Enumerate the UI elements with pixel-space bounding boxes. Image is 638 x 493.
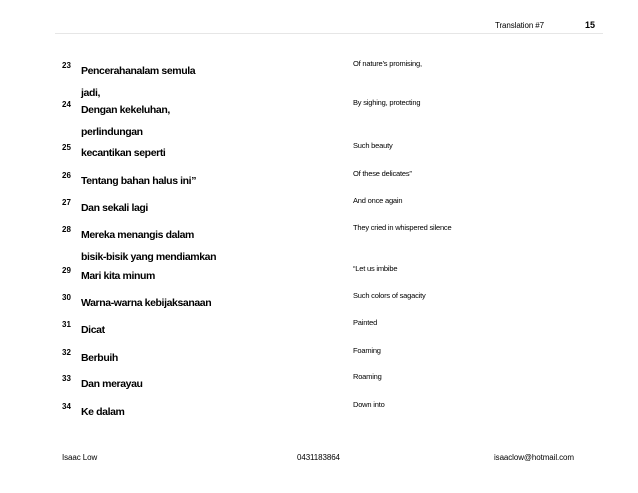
- source-line: Mari kita minum: [81, 270, 155, 282]
- translation-text: “Let us imbibe: [353, 264, 398, 273]
- translation-text: Such beauty: [353, 141, 393, 150]
- line-number: 27: [62, 198, 71, 207]
- source-text: [81, 265, 281, 287]
- source-text: [81, 197, 281, 219]
- source-text: [81, 224, 281, 268]
- translation-text: Of nature’s promising,: [353, 59, 422, 68]
- source-line: Dicat: [81, 324, 105, 336]
- line-number: 29: [62, 266, 71, 275]
- source-line: bisik-bisik yang mendiamkan: [81, 251, 217, 263]
- translation-text: Down into: [353, 400, 385, 409]
- line-number: 25: [62, 143, 71, 152]
- line-number: 28: [62, 225, 71, 234]
- translation-text: Roaming: [353, 372, 382, 381]
- source-line: Dan sekali lagi: [81, 202, 148, 214]
- translation-text: They cried in whispered silence: [353, 223, 452, 232]
- footer-name: Isaac Low: [62, 453, 98, 462]
- translation-text: Painted: [353, 318, 378, 327]
- source-line: kecantikan seperti: [81, 147, 166, 159]
- footer-phone: 0431183864: [297, 453, 340, 462]
- source-text: [81, 60, 281, 104]
- line-number: 34: [62, 402, 71, 411]
- source-line: Dengan kekeluhan,: [81, 104, 170, 116]
- source-line: Berbuih: [81, 352, 118, 364]
- header-divider: [55, 33, 603, 34]
- translation-text: By sighing, protecting: [353, 98, 421, 107]
- translation-text: Foaming: [353, 346, 381, 355]
- translation-text: Of these delicates”: [353, 169, 412, 178]
- line-number: 32: [62, 348, 71, 357]
- line-number: 26: [62, 171, 71, 180]
- page-number: 15: [585, 20, 596, 30]
- source-line: jadi,: [81, 87, 101, 99]
- source-line: Pencerahanalam semula: [81, 65, 196, 77]
- source-text: [81, 170, 281, 192]
- source-line: Dan merayau: [81, 378, 143, 390]
- translation-text: And once again: [353, 196, 403, 205]
- footer-email: isaaclow@hotmail.com: [494, 453, 574, 462]
- line-number: 33: [62, 374, 71, 383]
- line-number: 24: [62, 100, 71, 109]
- source-line: Ke dalam: [81, 406, 125, 418]
- source-text: [81, 142, 281, 164]
- line-number: 23: [62, 61, 71, 70]
- source-text: [81, 99, 281, 143]
- source-text: [81, 373, 281, 395]
- line-number: 30: [62, 293, 71, 302]
- source-text: [81, 292, 281, 314]
- translation-text: Such colors of sagacity: [353, 291, 426, 300]
- source-line: Tentang bahan halus ini”: [81, 175, 197, 187]
- header-title: Translation #7: [495, 21, 544, 30]
- source-line: perlindungan: [81, 126, 143, 138]
- source-text: [81, 401, 281, 423]
- line-number: 31: [62, 320, 71, 329]
- source-line: Mereka menangis dalam: [81, 229, 194, 241]
- source-text: [81, 347, 281, 369]
- source-line: Warna-warna kebijaksanaan: [81, 297, 212, 309]
- source-text: [81, 319, 281, 341]
